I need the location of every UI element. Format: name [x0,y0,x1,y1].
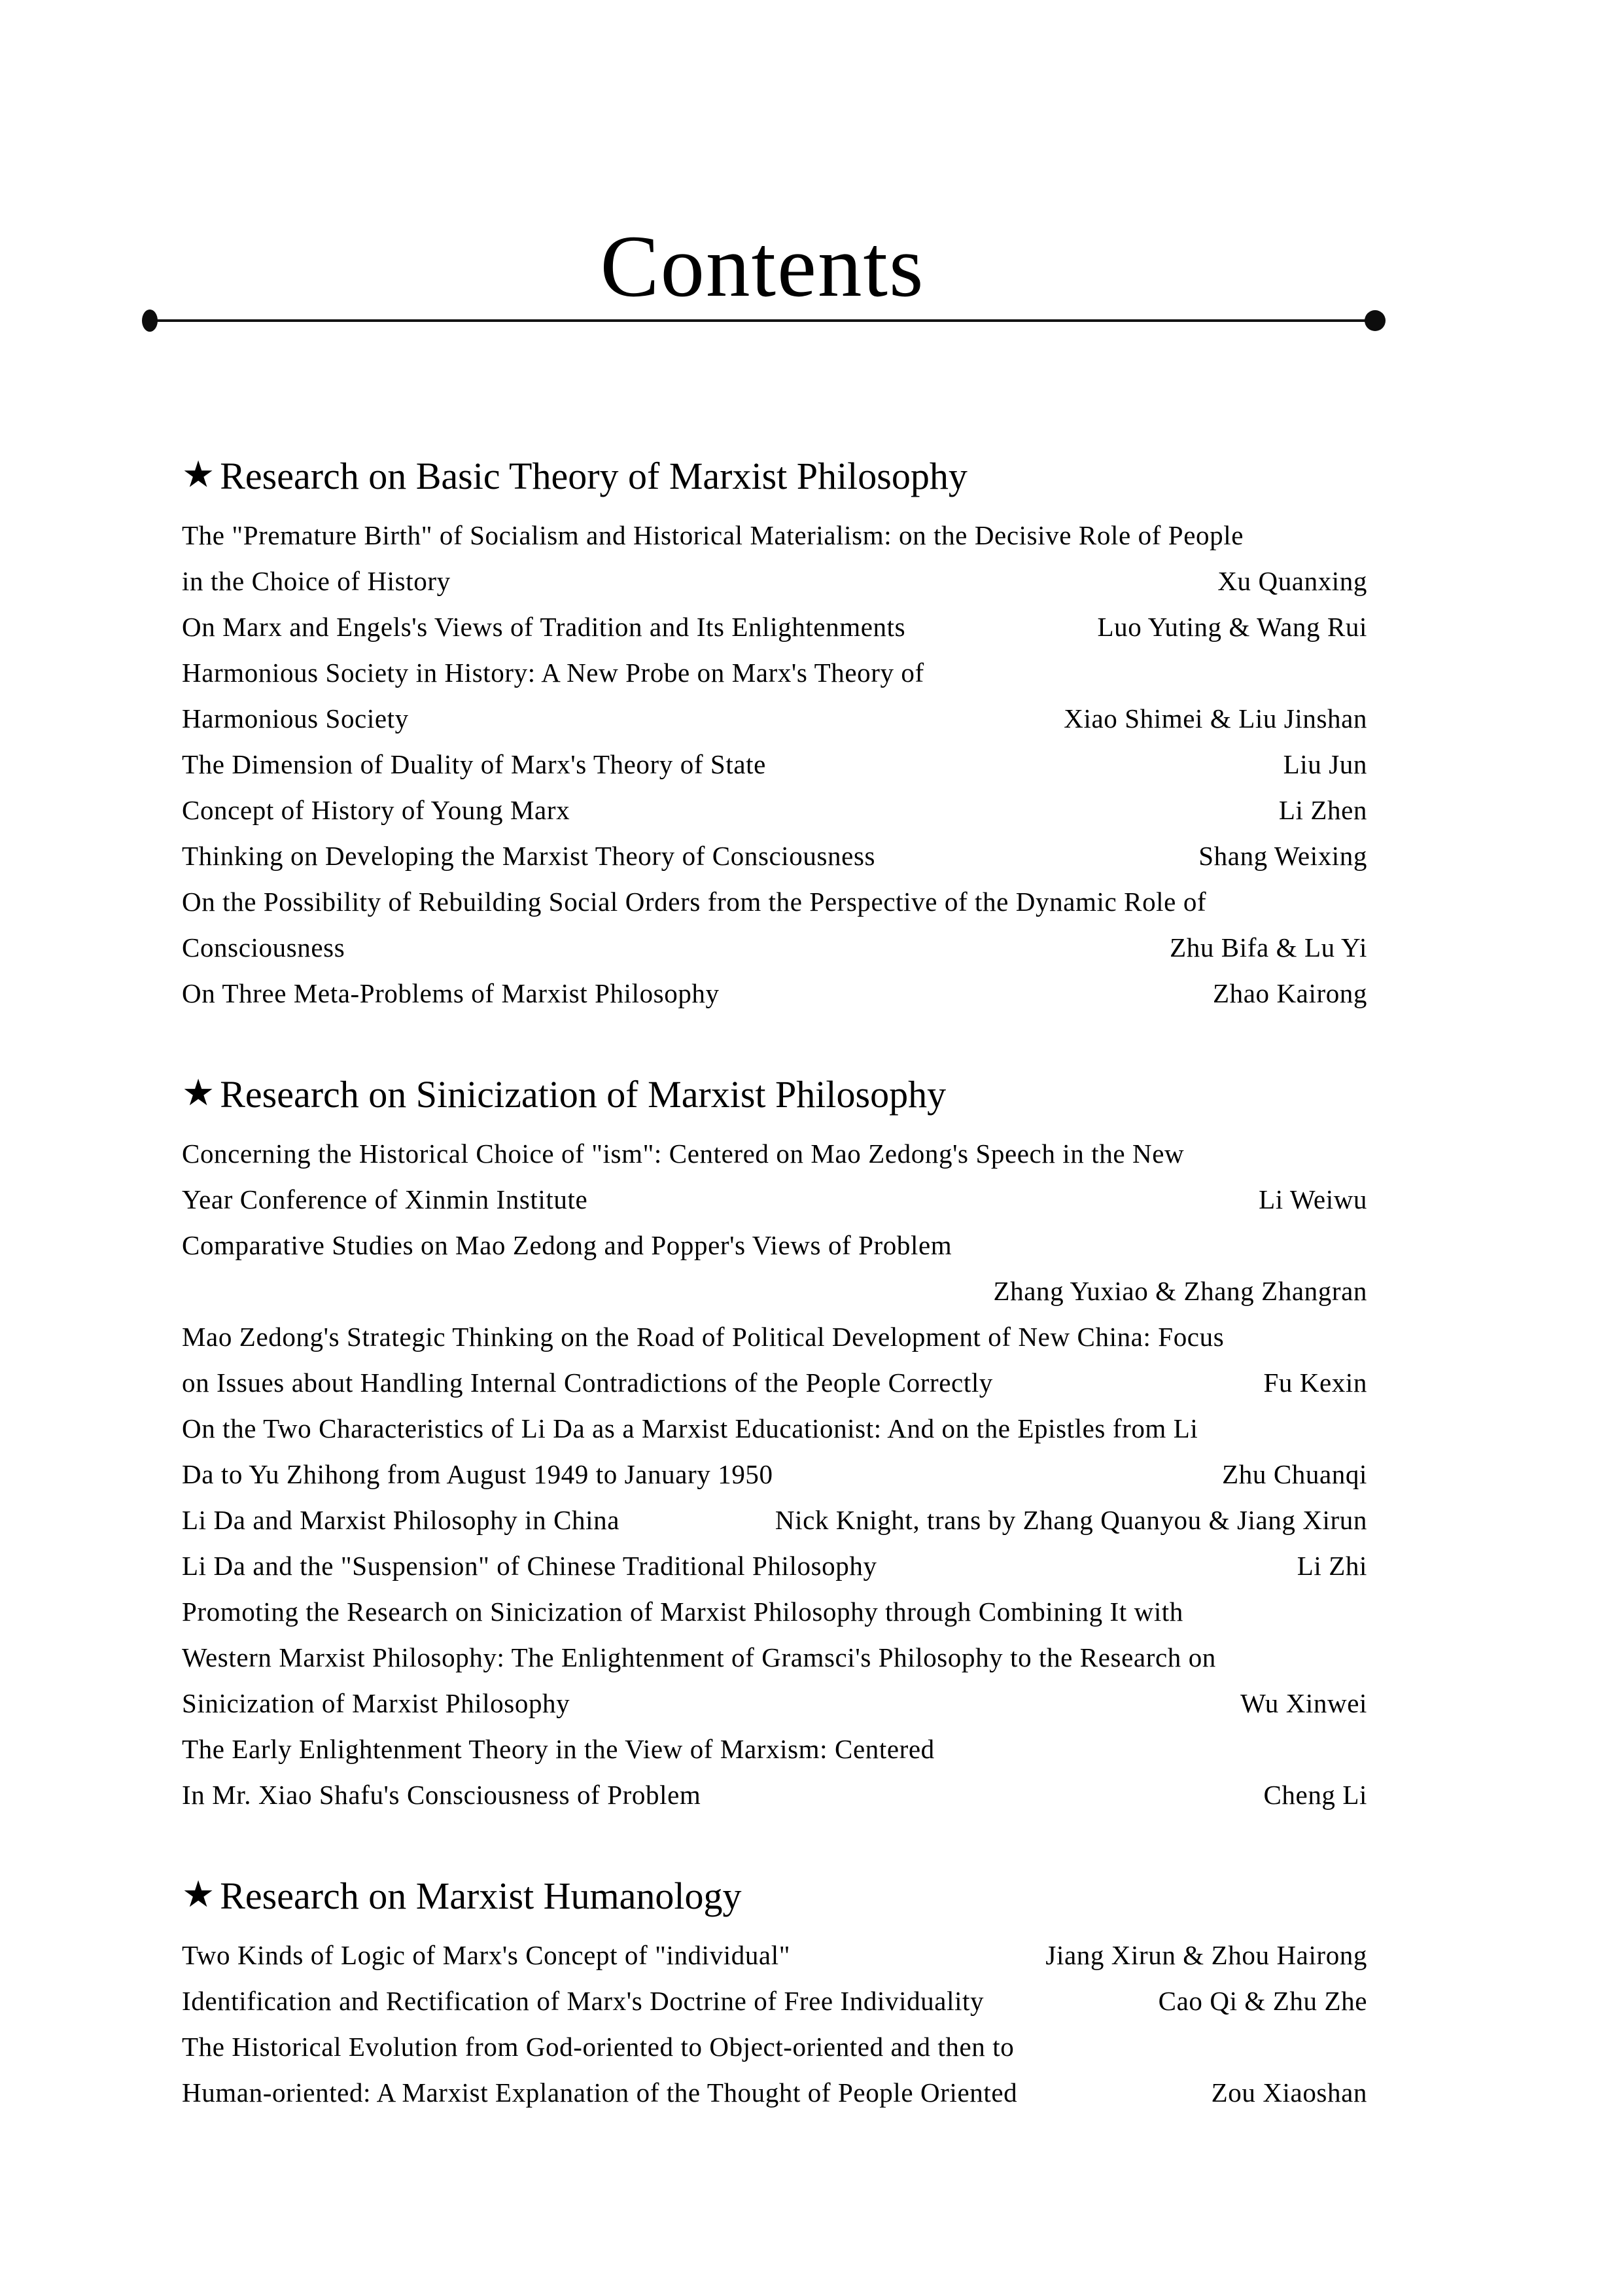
entry-author: Li Weiwu [1259,1184,1367,1214]
entry-title-text: Comparative Studies on Mao Zedong and Popper's Views of Problem [182,1230,952,1260]
toc-line [182,1405,1367,1451]
entry-title-text: The Historical Evolution from God-oriented to Object-oriented and then to [182,2032,1015,2062]
toc-line [182,1451,1367,1497]
toc-line [182,925,1367,970]
toc-line [182,741,1367,787]
toc-line [182,696,1367,741]
toc-line [182,1634,1367,1680]
toc-line [182,2024,1367,2070]
entry-author: Zhang Yuxiao & Zhang Zhangran [993,1276,1367,1306]
entry-title-text: Da to Yu Zhihong from August 1949 to January 1950 [182,1459,773,1489]
line-end-dot-right-icon [1365,310,1386,331]
toc-section [182,1870,1367,2115]
entry-author: Cao Qi & Zhu Zhe [1158,1986,1367,2016]
entry-title-text: Year Conference of Xinmin Institute [182,1184,588,1214]
toc-line [182,1543,1367,1589]
toc-line [182,1680,1367,1726]
entry-title-text: On the Possibility of Rebuilding Social Orders from the Perspective of the Dynamic Role of [182,887,1207,917]
line-end-dot-left-icon [142,309,158,332]
toc-line [182,1589,1367,1634]
toc-line [182,604,1367,650]
toc-line [182,1978,1367,2024]
entry-title-text: on Issues about Handling Internal Contradictions of the People Correctly [182,1368,993,1398]
toc-line [182,833,1367,879]
section-entries [182,1131,1367,1818]
toc-section [182,1069,1367,1818]
entry-title-text: The Dimension of Duality of Marx's Theory of State [182,749,766,779]
entry-title-text: Harmonious Society [182,703,409,733]
entry-author: Jiang Xirun & Zhou Hairong [1045,1940,1367,1970]
toc-line [182,1497,1367,1543]
section-heading-label: Research on Basic Theory of Marxist Philosophy [220,455,968,497]
entry-author: Liu Jun [1283,749,1367,779]
section-heading-label: Research on Marxist Humanology [220,1875,742,1917]
entry-author: Shang Weixing [1198,841,1367,871]
toc-line [182,1360,1367,1405]
entry-author: Cheng Li [1263,1780,1367,1810]
section-heading [182,1069,1367,1122]
entry-author: Zhu Chuanqi [1222,1459,1367,1489]
entry-author: Fu Kexin [1263,1368,1367,1398]
toc-line [182,970,1367,1016]
entry-author: Wu Xinwei [1240,1688,1367,1718]
entry-title-text: Concerning the Historical Choice of "ism": Centered on Mao Zedong's Speech in the New [182,1139,1185,1169]
toc-line [182,1131,1367,1176]
entry-author: Xu Quanxing [1217,566,1367,596]
section-entries [182,1932,1367,2115]
toc-line [182,1932,1367,1978]
title-underline [145,319,1380,322]
page-header [145,218,1380,353]
entry-title-text: The "Premature Birth" of Socialism and Historical Materialism: on the Decisive Role of People [182,520,1244,550]
entry-title-text: Identification and Rectification of Marx's Doctrine of Free Individuality [182,1986,985,2016]
toc-line [182,1176,1367,1222]
star-icon: ★ [182,1073,215,1114]
entry-title-text: Concept of History of Young Marx [182,795,570,825]
entry-title-text: On the Two Characteristics of Li Da as a Marxist Educationist: And on the Epistles from Li [182,1413,1198,1443]
entry-title-text: Harmonious Society in History: A New Probe on Marx's Theory of [182,658,924,688]
toc-line [182,1222,1367,1268]
star-icon: ★ [182,455,215,495]
toc-line [182,1268,1367,1314]
section-heading [182,450,1367,503]
entry-author: Li Zhi [1297,1551,1367,1581]
entry-author: Zhu Bifa & Lu Yi [1170,932,1367,963]
star-icon: ★ [182,1875,215,1915]
toc-section [182,450,1367,1016]
entry-title-text: Mao Zedong's Strategic Thinking on the Road of Political Development of New China: Focus [182,1322,1225,1352]
toc-line [182,1772,1367,1818]
toc-line [182,1726,1367,1772]
entry-title-text: Promoting the Research on Sinicization of Marxist Philosophy through Combining It with [182,1597,1183,1627]
section-heading [182,1870,1367,1923]
entry-title-text: In Mr. Xiao Shafu's Consciousness of Problem [182,1780,701,1810]
entry-author: Nick Knight, trans by Zhang Quanyou & Jiang Xirun [775,1505,1367,1535]
section-heading-label: Research on Sinicization of Marxist Philosophy [220,1073,947,1116]
toc-line [182,2070,1367,2115]
entry-title-text: Two Kinds of Logic of Marx's Concept of "individual" [182,1940,791,1970]
entry-title-text: Li Da and Marxist Philosophy in China [182,1505,620,1535]
entry-title-text: Consciousness [182,932,345,963]
toc-line [182,1314,1367,1360]
entry-author: Zhao Kairong [1212,978,1367,1008]
entry-author: Zou Xiaoshan [1211,2077,1367,2108]
entry-title-text: Western Marxist Philosophy: The Enlightenment of Gramsci's Philosophy to the Research on [182,1642,1216,1672]
toc-line [182,879,1367,925]
entry-author: Xiao Shimei & Liu Jinshan [1064,703,1367,733]
entry-title-text: On Marx and Engels's Views of Tradition and Its Enlightenments [182,612,906,642]
toc-line [182,512,1367,558]
entry-author: Li Zhen [1278,795,1367,825]
entry-title-text: Thinking on Developing the Marxist Theory of Consciousness [182,841,876,871]
entry-title-text: Li Da and the "Suspension" of Chinese Traditional Philosophy [182,1551,877,1581]
entry-title-text: Human-oriented: A Marxist Explanation of the Thought of People Oriented [182,2077,1018,2108]
page-title: Contents [600,218,925,315]
toc-line [182,787,1367,833]
entry-title-text: The Early Enlightenment Theory in the View of Marxism: Centered [182,1734,935,1764]
toc-line [182,650,1367,696]
table-of-contents [182,450,1367,2115]
toc-line [182,558,1367,604]
entry-author: Luo Yuting & Wang Rui [1097,612,1367,642]
entry-title-text: in the Choice of History [182,566,451,596]
entry-title-text: On Three Meta-Problems of Marxist Philosophy [182,978,720,1008]
section-entries [182,512,1367,1016]
entry-title-text: Sinicization of Marxist Philosophy [182,1688,570,1718]
